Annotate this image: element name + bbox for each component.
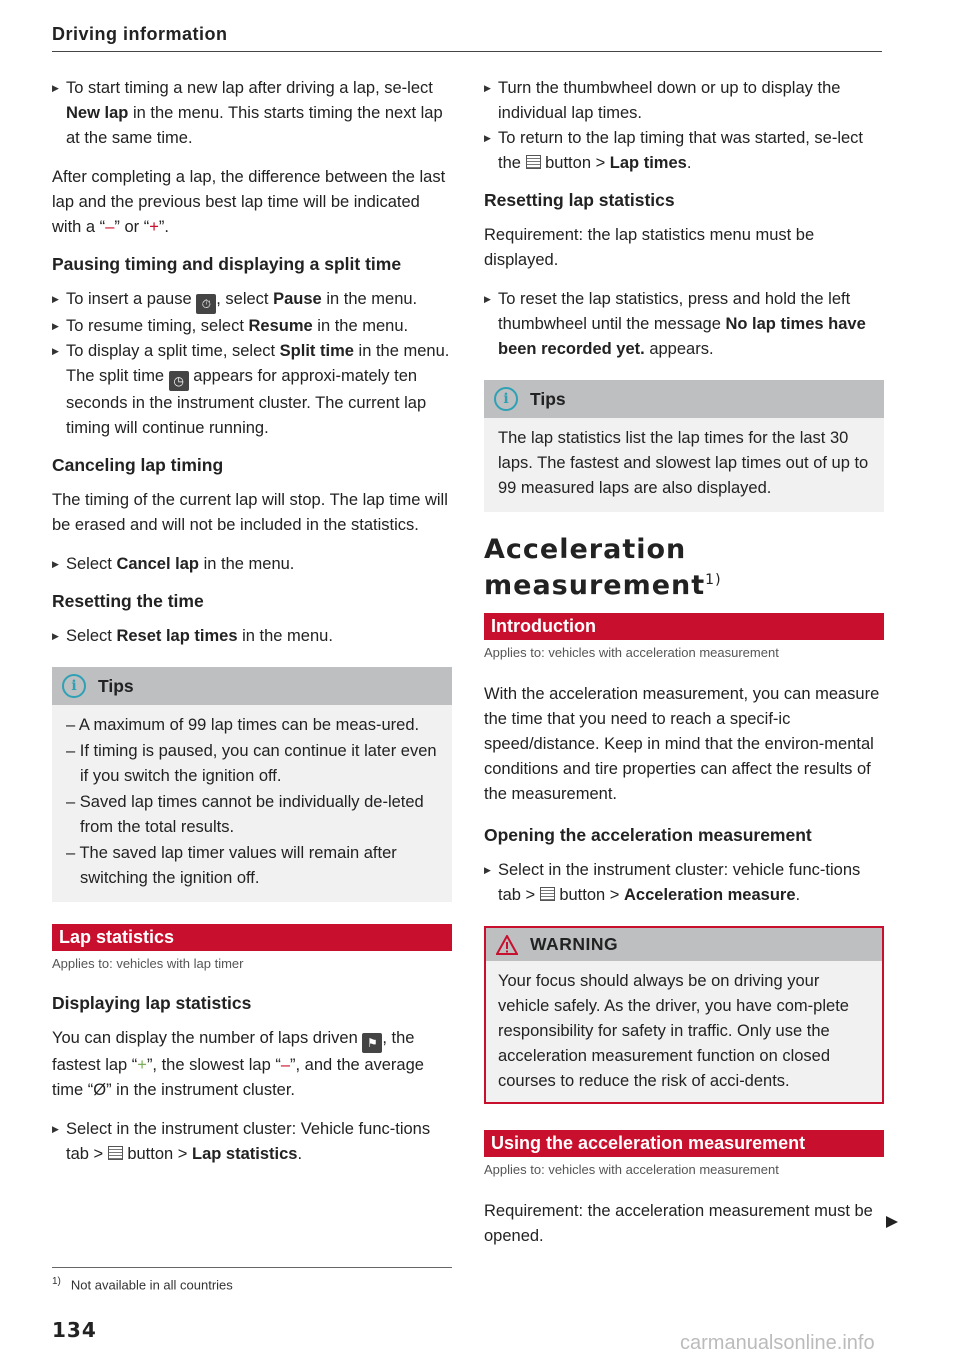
list-item: ▶ Select in the instrument cluster: Vehicle func-tions tab > button > Lap statistics. [52,1117,452,1167]
chapter-title: Acceleration measurement$^{1)}$ [484,534,722,601]
watermark: carmanualsonline.info [680,1332,875,1354]
footnote: $^{1)}$ Not available in all countries [52,1276,233,1293]
list-item: ▶ To resume timing, select Resume in the menu. [52,314,452,339]
paragraph: With the acceleration measurement, you can measure the time that you need to reach a specif-ic speed/distance. Keep in mind that the environ-mental conditions and tire properties can affect the results of the measurement. [484,685,880,803]
list-item: ▶ To return to the lap timing that was started, se-lect the button > Lap times. [484,126,884,176]
info-icon: i [494,387,518,411]
heading-canceling: Canceling lap timing [52,455,224,475]
laps-icon: ⚑ [362,1033,382,1053]
list-item: ▶ Select Cancel lap in the menu. [52,552,452,577]
tips-body [484,418,884,512]
applies-to: Applies to: vehicles with lap timer [52,956,244,971]
menu-icon [108,1146,123,1160]
warning-text: Your focus should always be on driving your vehicle safely. As the driver, you have com-plete responsibility for safety in traffic. Only use the acceleration measurement function on closed courses to reduce the risk of acci-dents. [498,972,849,1090]
warning-body [486,961,882,1102]
menu-icon [540,887,555,901]
heading-opening: Opening the acceleration measurement [484,825,812,845]
tips-text: The lap statistics list the lap times for the last 30 laps. The fastest and slowest lap times out of up to 99 measured laps are also displayed. [498,429,869,497]
warning-icon [496,935,518,955]
list-item: ▶ To display a split time, select Split time in the menu. The split time ◷ appears for approxi-mately ten seconds in the instrument cluster. The current lap timing will continue running. [52,339,452,441]
paragraph: Requirement: the lap statistics menu must be displayed. [484,226,815,269]
list-item: ▶ To reset the lap statistics, press and hold the left thumbwheel until the message No lap times have been recorded yet. appears. [484,287,884,362]
heading-resetting-stats: Resetting lap statistics [484,190,675,210]
warning-box [484,926,884,1104]
list-item: – If timing is paused, you can continue it later even if you switch the ignition off. [66,742,437,785]
applies-to: Applies to: vehicles with acceleration measurement [484,645,779,660]
list-item: ▶ To start timing a new lap after driving a lap, se-lect New lap in the menu. This starts timing the next lap at the same time. [52,76,452,151]
section-introduction: Introduction [484,613,884,640]
split-time-icon: ◷ [169,371,189,391]
heading-displaying: Displaying lap statistics [52,993,252,1013]
right-column [484,76,884,1263]
list-item: – The saved lap timer values will remain after switching the ignition off. [66,844,397,887]
list-item: ▶ To insert a pause ⏱ , select Pause in the menu. [52,287,452,314]
list-item: ▶ Turn the thumbwheel down or up to display the individual lap times. [484,76,884,126]
applies-to: Applies to: vehicles with acceleration measurement [484,1162,779,1177]
section-lap-statistics: Lap statistics [52,924,452,951]
warning-header: WARNING [486,928,882,961]
page-number: 134 [52,1318,97,1342]
paragraph: The timing of the current lap will stop. The lap time will be erased and will not be included in the statistics. [52,491,448,534]
heading-pausing: Pausing timing and displaying a split time [52,254,402,274]
tips-box [52,667,452,902]
paragraph: Requirement: the acceleration measurement must be opened. [484,1202,873,1245]
tips-header: i Tips [484,380,884,418]
section-using: Using the acceleration measurement [484,1130,884,1157]
left-column [52,76,452,1167]
list-item: ▶ Select Reset lap times in the menu. [52,624,452,649]
tips-body [52,705,452,902]
list-item: ▶ Select in the instrument cluster: vehicle func-tions tab > button > Acceleration measure. [484,858,884,908]
heading-resetting-time: Resetting the time [52,591,204,611]
tips-header: i Tips [52,667,452,705]
paragraph: After completing a lap, the difference between the last lap and the previous best lap time will be indicated with a “–” or “+”. [52,168,446,236]
tips-box [484,380,884,512]
list-item: – A maximum of 99 lap times can be meas-ured. [66,716,420,734]
continue-arrow-icon [886,1216,898,1228]
list-item: – Saved lap times cannot be individually de-leted from the total results. [66,793,424,836]
pause-icon: ⏱ [196,294,216,314]
paragraph: You can display the number of laps driven ⚑ , the fastest lap “+”, the slowest lap “–”, and the average time “Ø” in the instrument cluster. [52,1029,424,1099]
footnote-divider [52,1267,452,1268]
page-header: Driving information [52,24,882,52]
menu-icon [526,155,541,169]
info-icon: i [62,674,86,698]
